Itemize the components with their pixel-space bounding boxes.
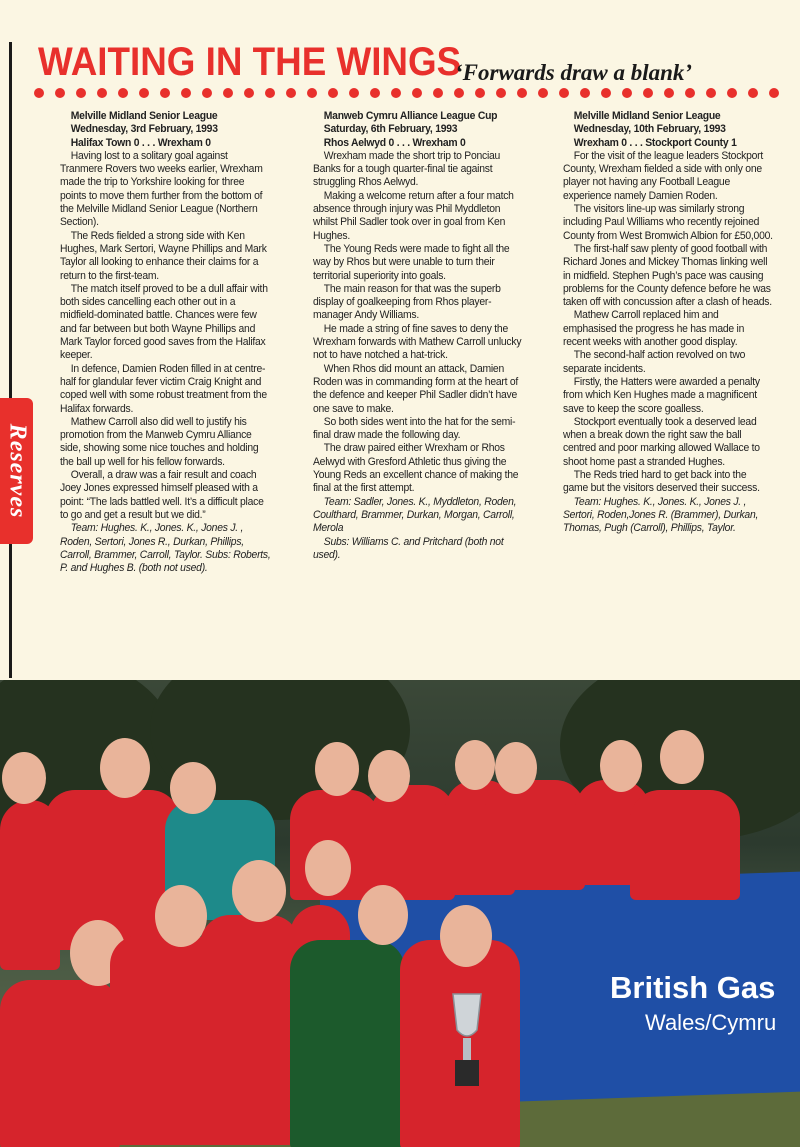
player-head	[315, 742, 359, 796]
divider-dot	[265, 88, 275, 98]
player-shirt	[200, 915, 300, 1145]
team-lineup: Team: Hughes. K., Jones. K., Jones J. , Roden, Sertori, Jones R., Durkan, Phillips, Carroll, Brammer, Carroll, Taylor. Subs: Roberts, P. and Hughes B. (both not used).	[60, 522, 271, 575]
divider-dot	[727, 88, 737, 98]
divider-dot	[538, 88, 548, 98]
paragraph: The match itself proved to be a dull affair with both sides cancelling each other out in a midfield-dominated battle. Chances were few and far between but both Wayne Phillips and Mark Taylor forced good saves from the Halifax keeper.	[60, 282, 268, 362]
divider-dot	[223, 88, 233, 98]
substitutes: Subs: Williams C. and Pritchard (both not used).	[313, 535, 504, 561]
divider-dot	[97, 88, 107, 98]
paragraph: Mathew Carroll replaced him and emphasised the progress he has made in recent weeks with another good display.	[563, 309, 745, 349]
report-column-3	[563, 110, 774, 670]
paragraph: Having lost to a solitary goal against Tranmere Rovers two weeks earlier, Wrexham made the trip to Yorkshire looking for three points to move them further from the bottom of the Melville Midland Senior League (Northern Section).	[60, 149, 263, 229]
player-head	[495, 742, 537, 794]
divider-dot	[118, 88, 128, 98]
goalkeeper-jersey	[290, 940, 405, 1147]
player-head	[358, 885, 408, 945]
divider-dot	[307, 88, 317, 98]
player-head	[600, 740, 642, 792]
divider-dot	[517, 88, 527, 98]
column-heading: Manweb Cymru Alliance League Cup	[323, 110, 498, 122]
divider-dot	[76, 88, 86, 98]
player-head	[155, 885, 207, 947]
column-heading: Wrexham 0 . . . Stockport County 1	[573, 136, 737, 149]
player-shirt	[630, 790, 740, 900]
column-heading: Melville Midland Senior League	[70, 110, 218, 122]
dotted-divider	[34, 88, 779, 102]
divider-dot	[475, 88, 485, 98]
paragraph: Stockport eventually took a deserved lead when a break down the right saw the ball centred and poor marking allowed Wallace to shoot home past a stranded Hughes.	[563, 415, 760, 468]
divider-dot	[643, 88, 653, 98]
divider-dot	[160, 88, 170, 98]
divider-dot	[34, 88, 44, 98]
left-rule	[9, 42, 12, 678]
divider-dot	[580, 88, 590, 98]
divider-dot	[286, 88, 296, 98]
divider-dot	[412, 88, 422, 98]
section-tab-label: Reserves	[4, 423, 30, 519]
divider-dot	[370, 88, 380, 98]
divider-dot	[601, 88, 611, 98]
paragraph: The visitors line-up was similarly strong including Paul Williams who recently rejoined County from West Bromwich Albion for £50,000.	[563, 203, 773, 242]
headline: WAITING IN THE WINGS	[38, 40, 462, 84]
divider-dot	[454, 88, 464, 98]
divider-dot	[559, 88, 569, 98]
divider-dot	[202, 88, 212, 98]
paragraph: Mathew Carroll also did well to justify his promotion from the Manweb Cymru Alliance side, showing some nice touches and holding the ball up well for his fellow forwards.	[60, 415, 259, 468]
paragraph: The draw paired either Wrexham or Rhos Aelwyd with Gresford Athletic thus giving the Young Reds an excellent chance of making the final at the first attempt.	[313, 442, 519, 495]
team-lineup: Team: Hughes. K., Jones. K., Jones J. , Sertori, Roden,Jones R. (Brammer), Durkan, Thomas, Pugh (Carroll), Phillips, Taylor.	[563, 495, 759, 535]
report-column-2	[313, 110, 524, 670]
staff-head	[2, 752, 46, 804]
report-column-1	[60, 110, 271, 670]
divider-dot	[433, 88, 443, 98]
divider-dot	[181, 88, 191, 98]
divider-dot	[769, 88, 779, 98]
player-head	[305, 840, 351, 896]
paragraph: Firstly, the Hatters were awarded a penalty from which Ken Hughes made a magnificent save to keep the score goalless.	[563, 375, 760, 415]
subheadline: ‘Forwards draw a blank’	[455, 60, 693, 85]
divider-dot	[55, 88, 65, 98]
divider-dot	[706, 88, 716, 98]
paragraph: The second-half action revolved on two separate incidents.	[563, 349, 746, 375]
divider-dot	[685, 88, 695, 98]
paragraph: The Reds tried hard to get back into the game but the visitors deserved their success.	[563, 469, 760, 495]
player-shirt	[370, 785, 455, 900]
divider-dot	[391, 88, 401, 98]
column-heading: Wednesday, 10th February, 1993	[573, 123, 726, 136]
divider-dot	[664, 88, 674, 98]
paragraph: When Rhos did mount an attack, Damien Roden was in commanding form at the heart of the defence and keeper Phil Sadler didn’t have one save to make.	[313, 362, 519, 415]
staff-head	[170, 762, 216, 814]
player-head	[232, 860, 286, 922]
trophy-cup	[447, 990, 487, 1090]
divider-dot	[139, 88, 149, 98]
column-heading: Rhos Aelwyd 0 . . . Wrexham 0	[323, 136, 466, 149]
paragraph: So both sides went into the hat for the semi-final draw made the following day.	[313, 415, 516, 442]
divider-dot	[328, 88, 338, 98]
divider-dot	[349, 88, 359, 98]
paragraph: The main reason for that was the superb display of goalkeeping from Rhos player-manager Andy Williams.	[313, 282, 501, 322]
paragraph: Overall, a draw was a fair result and coach Joey Jones expressed himself pleased with a point: “The lads battled well. It’s a difficult place to go and get a result but we did.”	[60, 469, 264, 521]
player-head	[368, 750, 410, 802]
divider-dot	[748, 88, 758, 98]
paragraph: For the visit of the league leaders Stockport County, Wrexham fielded a side with only one player not having any Football League experience namely Damien Roden.	[563, 149, 764, 202]
player-head	[455, 740, 495, 790]
column-heading: Melville Midland Senior League	[573, 110, 721, 122]
banner-brand-text: British Gas	[610, 970, 776, 1005]
paragraph: The first-half saw plenty of good football with Richard Jones and Mickey Thomas linking well in midfield. Stephen Pugh’s pace was causing problems for the County defence before he was taken off with concussion after a clash of heads.	[563, 242, 772, 309]
section-tab	[0, 398, 33, 544]
divider-dot	[622, 88, 632, 98]
paragraph: Wrexham made the short trip to Ponciau Banks for a tough quarter-final tie against struggling Rhos Aelwyd.	[313, 149, 501, 189]
column-heading: Saturday, 6th February, 1993	[323, 123, 458, 136]
divider-dot	[244, 88, 254, 98]
player-shirt	[485, 780, 585, 890]
paragraph: The Reds fielded a strong side with Ken Hughes, Mark Sertori, Wayne Phillips and Mark Taylor all looking to enhance their claims for a return to the first-team.	[60, 229, 267, 282]
paragraph: Making a welcome return after a four match absence through injury was Phil Myddleton whilst Phil Sadler took over in goal from Ken Hughes.	[313, 189, 514, 242]
staff-head	[100, 738, 150, 798]
player-head	[440, 905, 492, 967]
team-lineup: Team: Sadler, Jones. K., Myddleton, Roden, Coulthard, Brammer, Durkan, Morgan, Carroll, Merola	[313, 495, 517, 535]
column-heading: Halifax Town 0 . . . Wrexham 0	[70, 136, 211, 149]
column-heading: Wednesday, 3rd February, 1993	[70, 123, 218, 136]
paragraph: He made a string of fine saves to deny the Wrexham forwards with Mathew Carroll unlucky not to have notched a hat-trick.	[313, 322, 522, 362]
player-head	[660, 730, 704, 784]
paragraph: In defence, Damien Roden filled in at centre-half for glandular fever victim Craig Knight and coped well with some robust treatment from the Halifax forwards.	[60, 362, 267, 415]
divider-dot	[496, 88, 506, 98]
player-shirt	[0, 980, 120, 1147]
team-photo	[0, 680, 800, 1147]
banner-region-text: Wales/Cymru	[645, 1010, 777, 1035]
paragraph: The Young Reds were made to fight all the way by Rhos but were unable to turn their territorial superiority into goals.	[313, 242, 510, 282]
